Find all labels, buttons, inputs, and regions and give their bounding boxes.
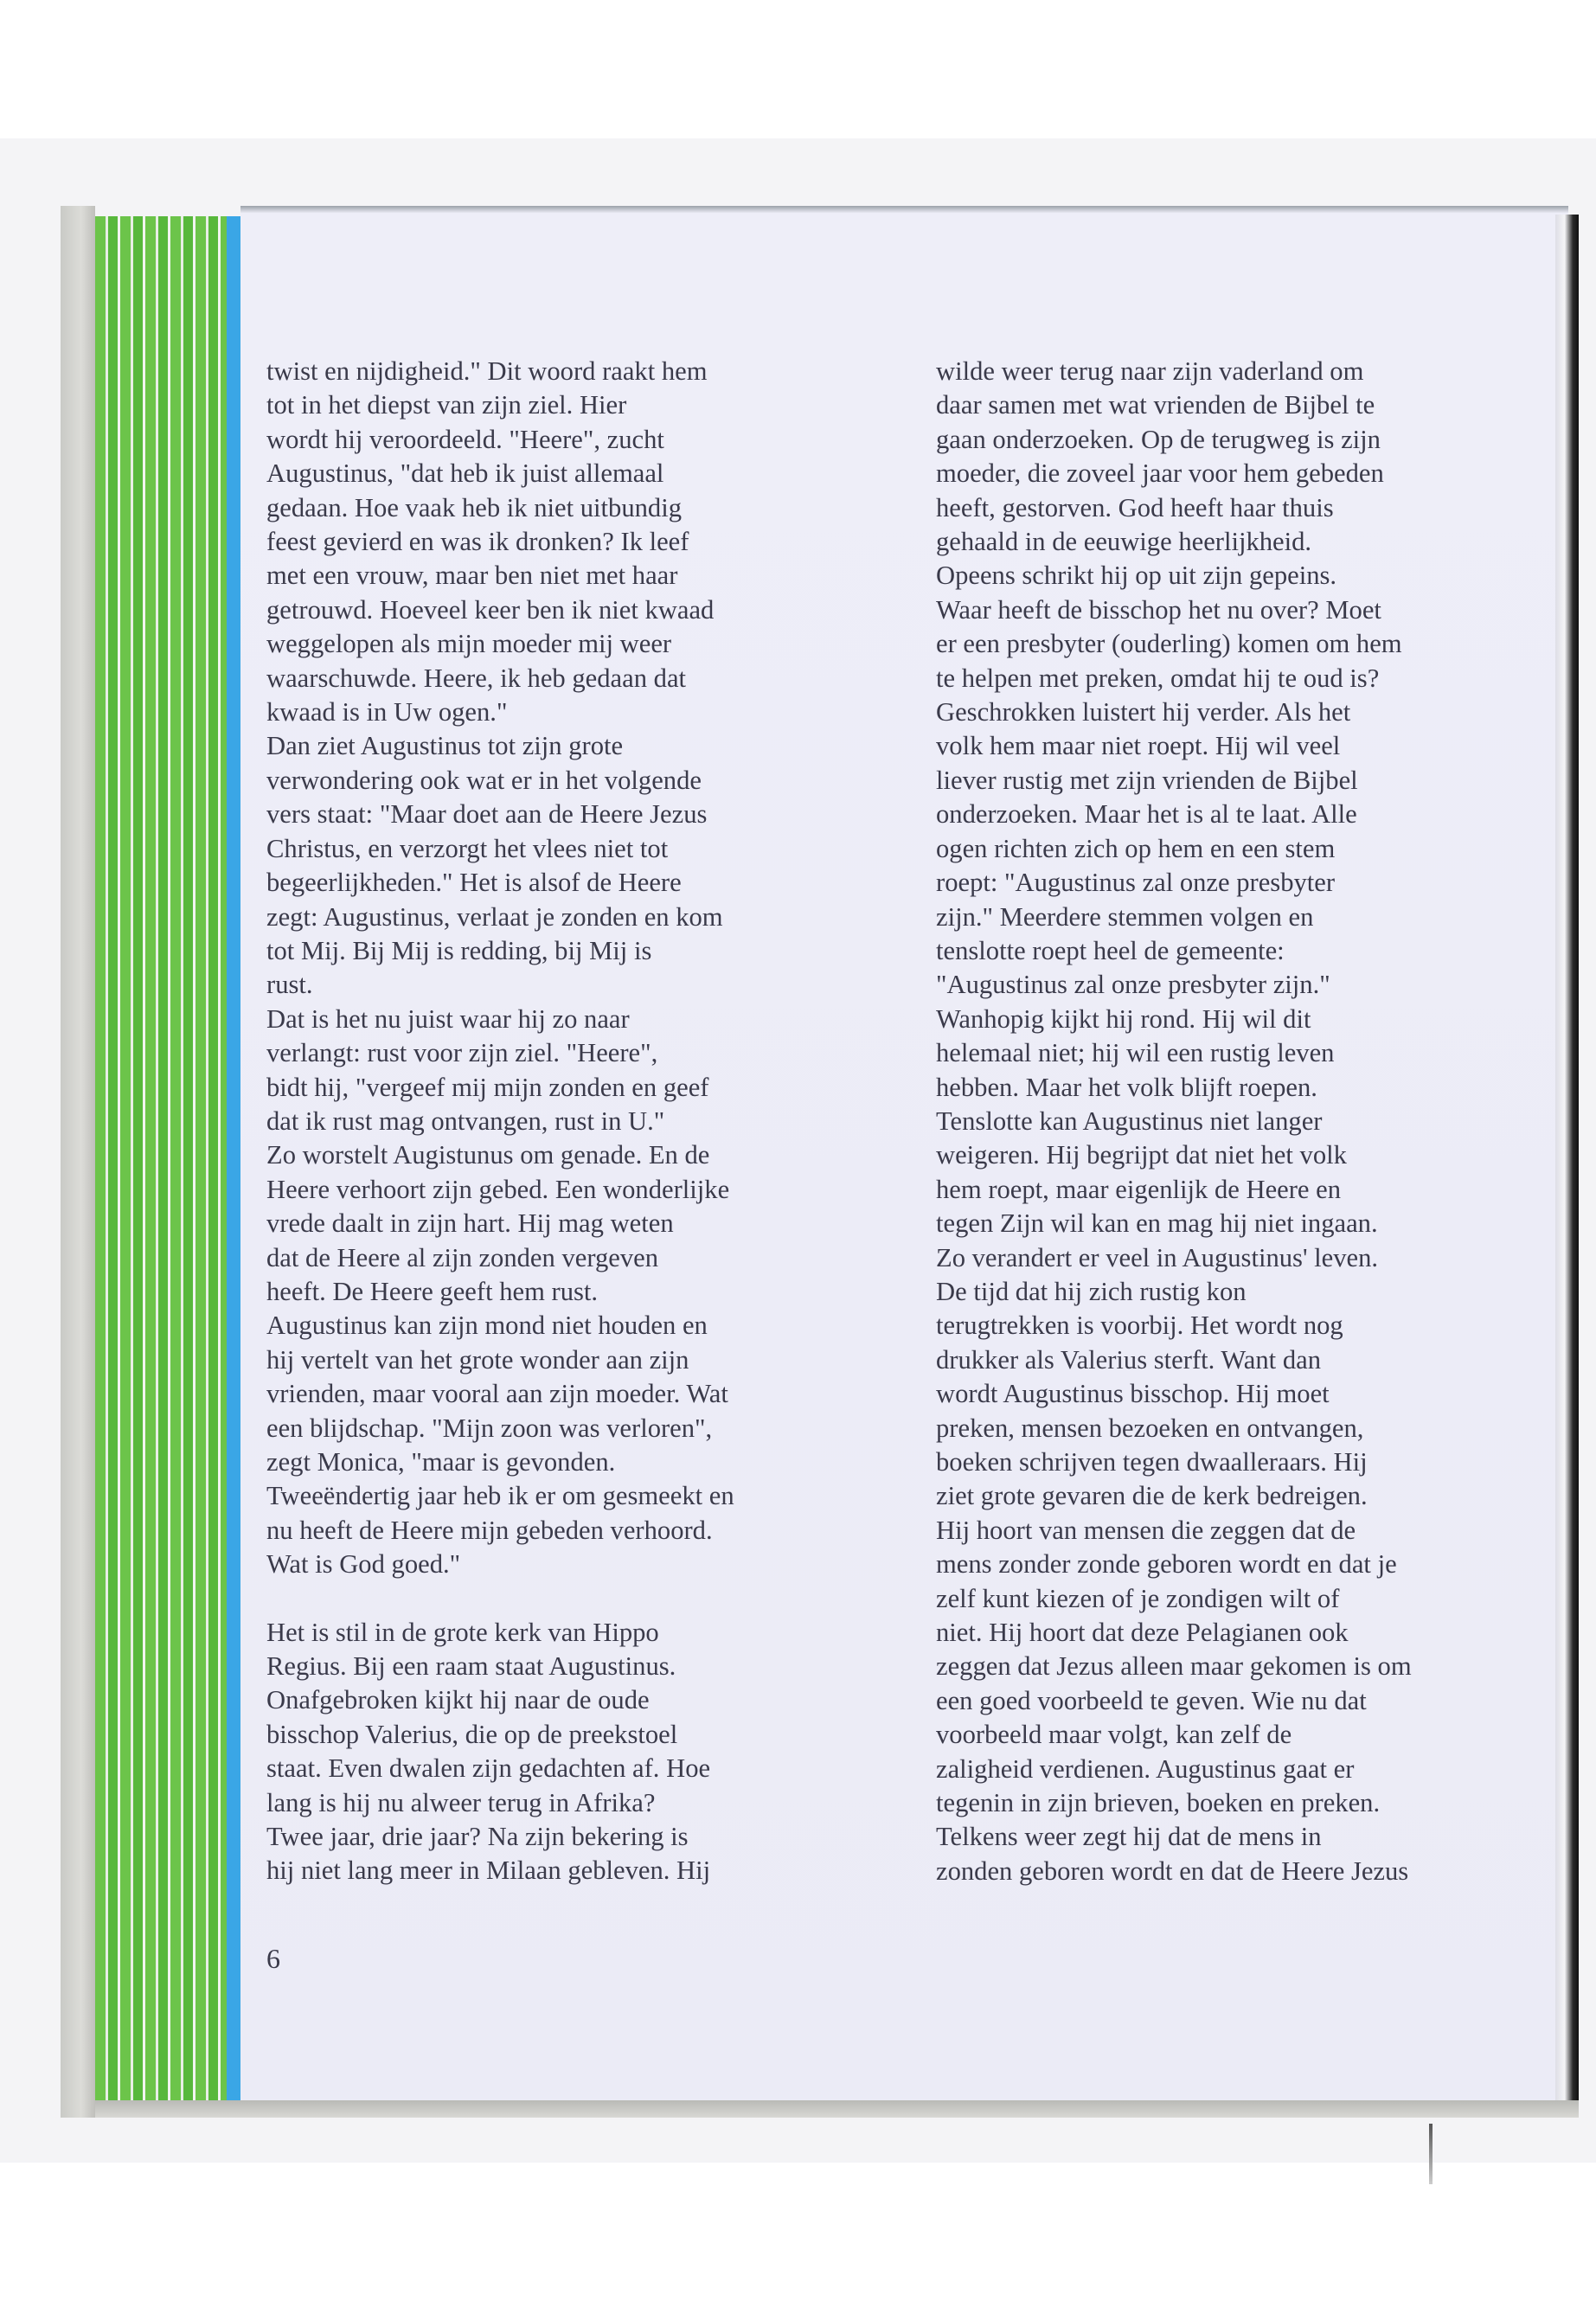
page-edges <box>95 216 242 2111</box>
paragraph-gap <box>266 1582 907 1616</box>
page-top-shadow <box>240 206 1568 213</box>
page-number: 6 <box>266 1943 280 1974</box>
book-cover-edge <box>61 206 95 2118</box>
right-text-column <box>936 355 1559 1888</box>
right-paragraph-1: wilde weer terug naar zijn vaderland om daar samen met wat vrienden de Bijbel te gaan onderzoeken. Op de terugweg is zijn moeder, die zoveel jaar voor hem gebeden heeft, gestorven. God heeft haar thuis gehaald in de eeuwige heerlijkheid. Opeens schrikt hij op uit zijn gepeins. Waar heeft de bisschop het nu over? Moet er een presbyter (ouderling) komen om hem te helpen met preken, omdat hij te oud is? Geschrokken luistert hij verder. Als het volk hem maar niet roept. Hij wil veel liever rustig met zijn vrienden de Bijbel onderzoeken. Maar het is al te laat. Alle ogen richten zich op hem en een stem roept: "Augustinus zal onze presbyter zijn." Meerdere stemmen volgen en tenslotte roept heel de gemeente: "Augustinus zal onze presbyter zijn." Wanhopig kijkt hij rond. Hij wil dit helemaal niet; hij wil een rustig leven hebben. Maar het volk blijft roepen. Tenslotte kan Augustinus niet langer weigeren. Hij begrijpt dat niet het volk hem roept, maar eigenlijk de Heere en tegen Zijn wil kan en mag hij niet ingaan. Zo verandert er veel in Augustinus' leven. De tijd dat hij zich rustig kon terugtrekken is voorbij. Het wordt nog drukker als Valerius sterft. Want dan wordt Augustinus bisschop. Hij moet preken, mensen bezoeken en ontvangen, boeken schrijven tegen dwaalleraars. Hij ziet grote gevaren die de kerk bedreigen. Hij hoort van mensen die zeggen dat de mens zonder zonde geboren wordt en dat je zelf kunt kiezen of je zondigen wilt of niet. Hij hoort dat deze Pelagianen ook zeggen dat Jezus alleen maar gekomen is om een goed voorbeeld te geven. Wie nu dat voorbeeld maar volgt, kan zelf de zaligheid verdienen. Augustinus gaat er tegenin in zijn brieven, boeken en preken. Telkens weer zegt hij dat de mens in zonden geboren wordt en dat de Heere Jezus <box>936 356 1412 1886</box>
pencil-mark <box>1429 2124 1433 2184</box>
left-paragraph-1: twist en nijdigheid." Dit woord raakt hem tot in het diepst van zijn ziel. Hier wordt hij veroordeeld. "Heere", zucht Augustinus, "dat heb ik juist allemaal gedaan. Hoe vaak heb ik niet uitbundig feest gevierd en was ik dronken? Ik leef met een vrouw, maar ben niet met haar getrouwd. Hoeveel keer ben ik niet kwaad weggelopen als mijn moeder mij weer waarschuwde. Heere, ik heb gedaan dat kwaad is in Uw ogen." Dan ziet Augustinus tot zijn grote verwondering ook wat er in het volgende vers staat: "Maar doet aan de Heere Jezus Christus, en verzorgt het vlees niet tot begeerlijkheden." Het is alsof de Heere zegt: Augustinus, verlaat je zonden en kom tot Mij. Bij Mij is redding, bij Mij is rust. Dat is het nu juist waar hij zo naar verlangt: rust voor zijn ziel. "Heere", bidt hij, "vergeef mij mijn zonden en geef dat ik rust mag ontvangen, rust in U." Zo worstelt Augistunus om genade. En de Heere verhoort zijn gebed. Een wonderlijke vrede daalt in zijn hart. Hij mag weten dat de Heere al zijn zonden vergeven heeft. De Heere geeft hem rust. Augustinus kan zijn mond niet houden en hij vertelt van het grote wonder aan zijn vrienden, maar vooral aan zijn moeder. Wat een blijdschap. "Mijn zoon was verloren", zegt Monica, "maar is gevonden. Tweeëndertig jaar heb ik er om gesmeekt en nu heeft de Heere mijn gebeden verhoord. Wat is God goed." <box>266 356 734 1580</box>
left-paragraph-2: Het is stil in de grote kerk van Hippo Regius. Bij een raam staat Augustinus. Onafgebroken kijkt hij naar de oude bisschop Valerius, die op de preekstoel staat. Even dwalen zijn gedachten af. Hoe lang is hij nu alweer terug in Afrika? Twee jaar, drie jaar? Na zijn bekering is hij niet lang meer in Milaan gebleven. Hij <box>266 1617 711 1886</box>
left-text-column <box>266 355 907 1888</box>
page-edge-blue <box>227 216 240 2111</box>
page-right-rim <box>1555 215 1579 2114</box>
book-bottom-board <box>95 2100 1579 2118</box>
